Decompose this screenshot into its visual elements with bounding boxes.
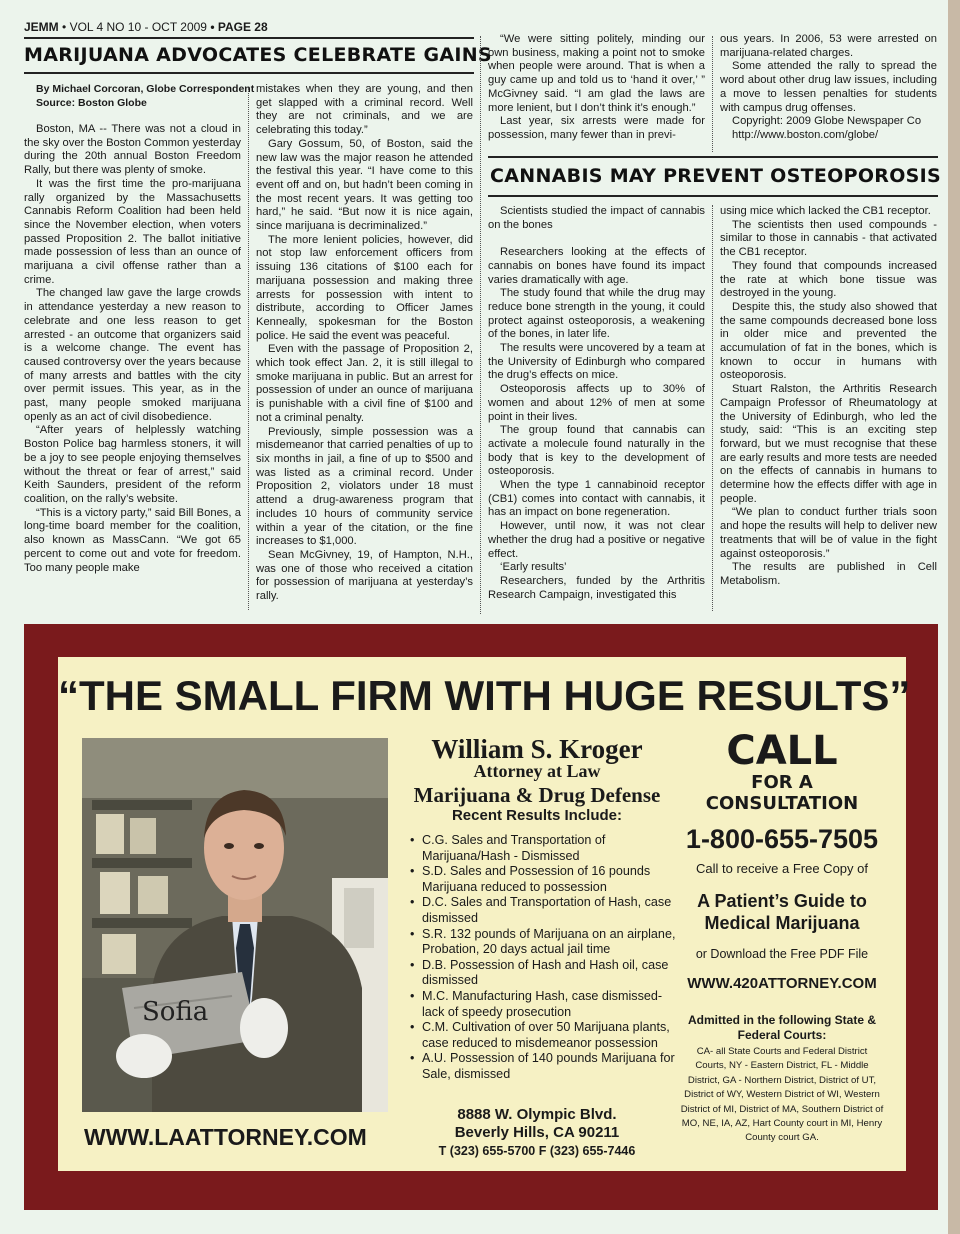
results-list (408, 833, 680, 1083)
website-right[interactable]: WWW.420ATTORNEY.COM (687, 975, 877, 992)
guide-title: A Patient’s Guide to Medical Marijuana (697, 891, 867, 933)
list-item (408, 1020, 680, 1051)
paragraph: ous years. In 2006, 53 were arrested on marijuana-related charges. (720, 33, 937, 59)
paragraph: mistakes when they are young, and then get slapped with a criminal record. Well they are not criminals, and we are celebrating this today.” (256, 83, 473, 137)
paragraph: Copyright: 2009 Globe Newspaper Co (732, 115, 922, 128)
article2-rule (488, 195, 938, 197)
result-text: M.C. Manufacturing Hash, case dismissed-lack of speedy prosecution (422, 988, 663, 1019)
article2-column-2 (720, 205, 937, 613)
list-item (408, 895, 680, 926)
paragraph: Gary Gossum, 50, of Boston, said the new law was the major reason he attended the festival this year. “I have come to this event off and on, but hadn’t been coming in the most recent years. It was getting too hard,” he said. “But now it is nice again, since marijuana is decriminalized.” (256, 137, 473, 233)
phone-number[interactable]: 1-800-655-7505 (685, 824, 879, 854)
attorney-photo (82, 738, 388, 1112)
bullet-icon: • (410, 988, 415, 1003)
address-city: Beverly Hills, CA 90211 (454, 1124, 620, 1141)
paragraph: The results are published in Cell Metabolism. (720, 561, 937, 587)
paragraph: Stuart Ralston, the Arthritis Research Campaign Professor of Rheumatology at the University of Edinburgh, who led the study, said: “This is an exciting step forward, but we must recognise that these are early results and more tests are needed on the effects of cannabis in humans to determine how the effects differ with age in people. (720, 383, 937, 505)
download-text: or Download the Free PDF File (695, 947, 869, 961)
bullet-icon: • (410, 957, 415, 972)
paragraph: Osteoporosis affects up to 30% of women and about 12% of men at some point in their lives. (488, 383, 705, 423)
bullet-icon: • (410, 1020, 415, 1035)
attorney-specialty: Marijuana & Drug Defense (413, 783, 661, 807)
list-item (408, 864, 680, 895)
paragraph: It was the first time the pro-marijuana rally organized by the Massachusetts Cannabis Reform Coalition had been held since the November election, when voters passed Proposition 2. The ballot initiative made possession of less than an ounce of marijuana a civil offense rather than a crime. (24, 177, 241, 286)
page-header: JEMM • VOL 4 NO 10 - OCT 2009 • PAGE 28 (24, 20, 268, 34)
result-text: C.G. Sales and Transportation of Marijuana/Hash - Dismissed (422, 833, 606, 863)
attorney-title: Attorney at Law (473, 761, 601, 781)
bullet-icon: • (410, 1051, 415, 1066)
paragraph: Even with the passage of Proposition 2, which took effect Jan. 2, it is still illegal to smoke marijuana in public. But an arrest for possession of under an ounce of marijuana is punishable with a civil fine of $100 and not a criminal penalty. (256, 343, 473, 424)
paragraph: Some attended the rally to spread the word about other drug law issues, including a move to lessen penalties for students with campus drug offenses. (720, 60, 937, 114)
column-divider (712, 205, 714, 611)
paragraph: The group found that cannabis can activate a molecule found naturally in the body that is key to the development of osteoporosis. (488, 424, 705, 478)
bag-label: Sofia (142, 997, 209, 1027)
call-heading: CALL (726, 728, 838, 774)
paragraph: Researchers looking at the effects of cannabis on bones have found its impact varies dramatically with age. (488, 246, 705, 286)
article1-column-1 (24, 123, 241, 613)
address-street: 8888 W. Olympic Blvd. (457, 1106, 617, 1123)
column-divider (248, 88, 250, 610)
bullet-icon: • (410, 833, 415, 847)
page-number: PAGE 28 (217, 20, 268, 34)
ad-slogan: “THE SMALL FIRM WITH HUGE RESULTS” (58, 672, 911, 719)
result-text: S.R. 132 pounds of Marijuana on an airplane, Probation, 20 days actual jail time (422, 926, 676, 957)
paragraph: “We were sitting politely, minding our own business, making a point not to smoke when people were around. That is when a guy came up and told us to ‘hand it over,’ ” McGivney said. “I am glad the laws are more lenient, but I don’t think it’s enough.” (488, 33, 705, 114)
article1-headline: MARIJUANA ADVOCATES CELEBRATE GAINS (24, 44, 492, 66)
paragraph: ‘Early results’ (500, 561, 567, 574)
attorney-photo-illustration (82, 738, 388, 1112)
article2-column-1 (488, 205, 705, 613)
paragraph: The scientists then used compounds - similar to those in cannabis - that activated the CB1 receptor. (720, 218, 937, 259)
paragraph: Scientists studied the impact of cannabis on the bones (488, 205, 705, 231)
paragraph: Last year, six arrests were made for possession, many fewer than in previ- (488, 115, 705, 141)
result-text: D.C. Sales and Transportation of Hash, case dismissed (422, 895, 672, 925)
paragraph: However, until now, it was not clear whether the drug had a positive or negative effect. (488, 520, 705, 560)
paragraph: “This is a victory party,” said Bill Bones, a long-time board member for the coalition, also known as MassCann. “We got 65 percent to come out and vote for freedom. Too many people make (24, 506, 241, 574)
bullet-icon: • (410, 926, 415, 941)
attorney-name: William S. Kroger (431, 734, 643, 764)
paragraph: The changed law gave the large crowds in attendance yesterday a new reason to celebrate and one less reason to get arrested - an outcome that organizers said is a welcome change. The event has caused controversy over the years because of many arrests and battles with the city over permit issues. This year, as in the past, many people smoked marijuana openly as an act of civil disobedience. (24, 287, 241, 423)
list-item (408, 958, 680, 989)
website-left[interactable]: WWW.LAATTORNEY.COM (84, 1124, 367, 1150)
article1-column-3 (488, 33, 705, 157)
paragraph: Sean McGivney, 19, of Hampton, N.H., was one of those who received a citation for possession of marijuana at yesterday’s rally. (256, 548, 473, 603)
page-edge-strip (948, 0, 960, 1234)
issue-info: VOL 4 NO 10 - OCT 2009 (69, 20, 207, 34)
article1-rule (24, 72, 474, 74)
paragraph: The results were uncovered by a team at the University of Edinburgh who compared the drug’s effects on mice. (488, 342, 705, 382)
list-item (408, 1051, 680, 1082)
byline-author: By Michael Corcoran, Globe Correspondent (36, 83, 255, 95)
header-rule (24, 37, 474, 39)
paragraph: “We plan to conduct further trials soon and hope the results will help to deliver new treatments that will be of value in the fight against osteoporosis.” (720, 506, 937, 560)
list-item (408, 833, 680, 864)
byline-source: Source: Boston Globe (36, 97, 147, 109)
list-item (408, 989, 680, 1020)
column-divider (712, 36, 714, 152)
paragraph: “After years of helplessly watching Boston Police bag harmless stoners, it will be a joy to see people enjoying themselves without the threat or fear of arrest,” said Keith Saunders, president of the reform coalition, on the rally’s website. (24, 424, 241, 505)
bullet-icon: • (410, 895, 415, 910)
paragraph: When the type 1 cannabinoid receptor (CB1) comes into contact with cannabis, it has an impact on bone regeneration. (488, 479, 705, 519)
paragraph: Researchers, funded by the Arthritis Research Campaign, investigated this (488, 574, 705, 601)
paragraph: Previously, simple possession was a misdemeanor that carried penalties of up to six months in jail, a fine of up to $500 and was listed as a criminal record. Under Proposition 2, violators under 18 must attend a drug-awareness program that includes 10 hours of community service within a year of the citation, or the fine increases to $1,000. (256, 425, 473, 548)
list-item (408, 927, 680, 958)
admitted-heading: Admitted in the following State & Federal Courts: (688, 1013, 876, 1042)
paragraph: The more lenient policies, however, did not stop law enforcement officers from issuing 136 citations of $100 each for marijuana possession and making three arrests for possession with intent to distribute, according to Officer James Kenneally, spokesman for the Boston police. He said the event was peaceful. (256, 233, 473, 342)
paragraph: http://www.boston.com/globe/ (732, 128, 879, 141)
byline (36, 82, 254, 110)
call-consultation: CONSULTATION (705, 793, 859, 814)
result-text: A.U. Possession of 140 pounds Marijuana for Sale, dismissed (422, 1051, 675, 1081)
bullet-icon: • (410, 864, 415, 879)
call-for: FOR A (751, 772, 813, 793)
column-divider (480, 36, 482, 614)
article1-column-2 (256, 83, 473, 615)
result-text: C.M. Cultivation of over 50 Marijuana plants, case reduced to misdemeanor possession (422, 1020, 670, 1050)
publication-name: JEMM (24, 20, 59, 34)
result-text: D.B. Possession of Hash and Hash oil, case dismissed (422, 957, 669, 988)
paragraph: Boston, MA -- There was not a cloud in the sky over the Boston Common yesterday during the 20th annual Boston Freedom Rally, but there was plenty of smoke. (24, 123, 241, 177)
paragraph: using mice which lacked the CB1 receptor. (720, 205, 931, 217)
courts-list: CA- all State Courts and Federal District Courts, NY - Eastern District, FL - Middle District, GA - Northern District, District of UT, District of WY, Western District of WI, Western District of MI, District of MA, Southern District of MO, NE, IA, AZ, Hart County court in MI, Henry County court GA. (680, 1046, 884, 1144)
office-address (392, 1106, 682, 1160)
paragraph: Despite this, the study also showed that the same compounds decreased bone loss in older mice and prevented the accumulation of fat in the bones, which is known to occur in humans with osteoporosis. (720, 300, 937, 382)
recent-results-heading: Recent Results Include: (451, 807, 623, 824)
free-copy-text: Call to receive a Free Copy of (696, 861, 868, 876)
article2-headline: CANNABIS MAY PREVENT OSTEOPOROSIS (490, 165, 941, 187)
office-phones: T (323) 655-5700 F (323) 655-7446 (438, 1144, 636, 1158)
paragraph: They found that compounds increased the rate at which bone tissue was destroyed in the young. (720, 259, 937, 300)
article1-column-4 (720, 33, 937, 157)
article2-top-rule (488, 156, 938, 158)
paragraph: The study found that while the drug may reduce bone strength in the young, it could protect against osteoporosis, a weakening of the bones, in later life. (488, 287, 705, 341)
result-text: S.D. Sales and Possession of 16 pounds Marijuana reduced to possession (422, 864, 651, 894)
